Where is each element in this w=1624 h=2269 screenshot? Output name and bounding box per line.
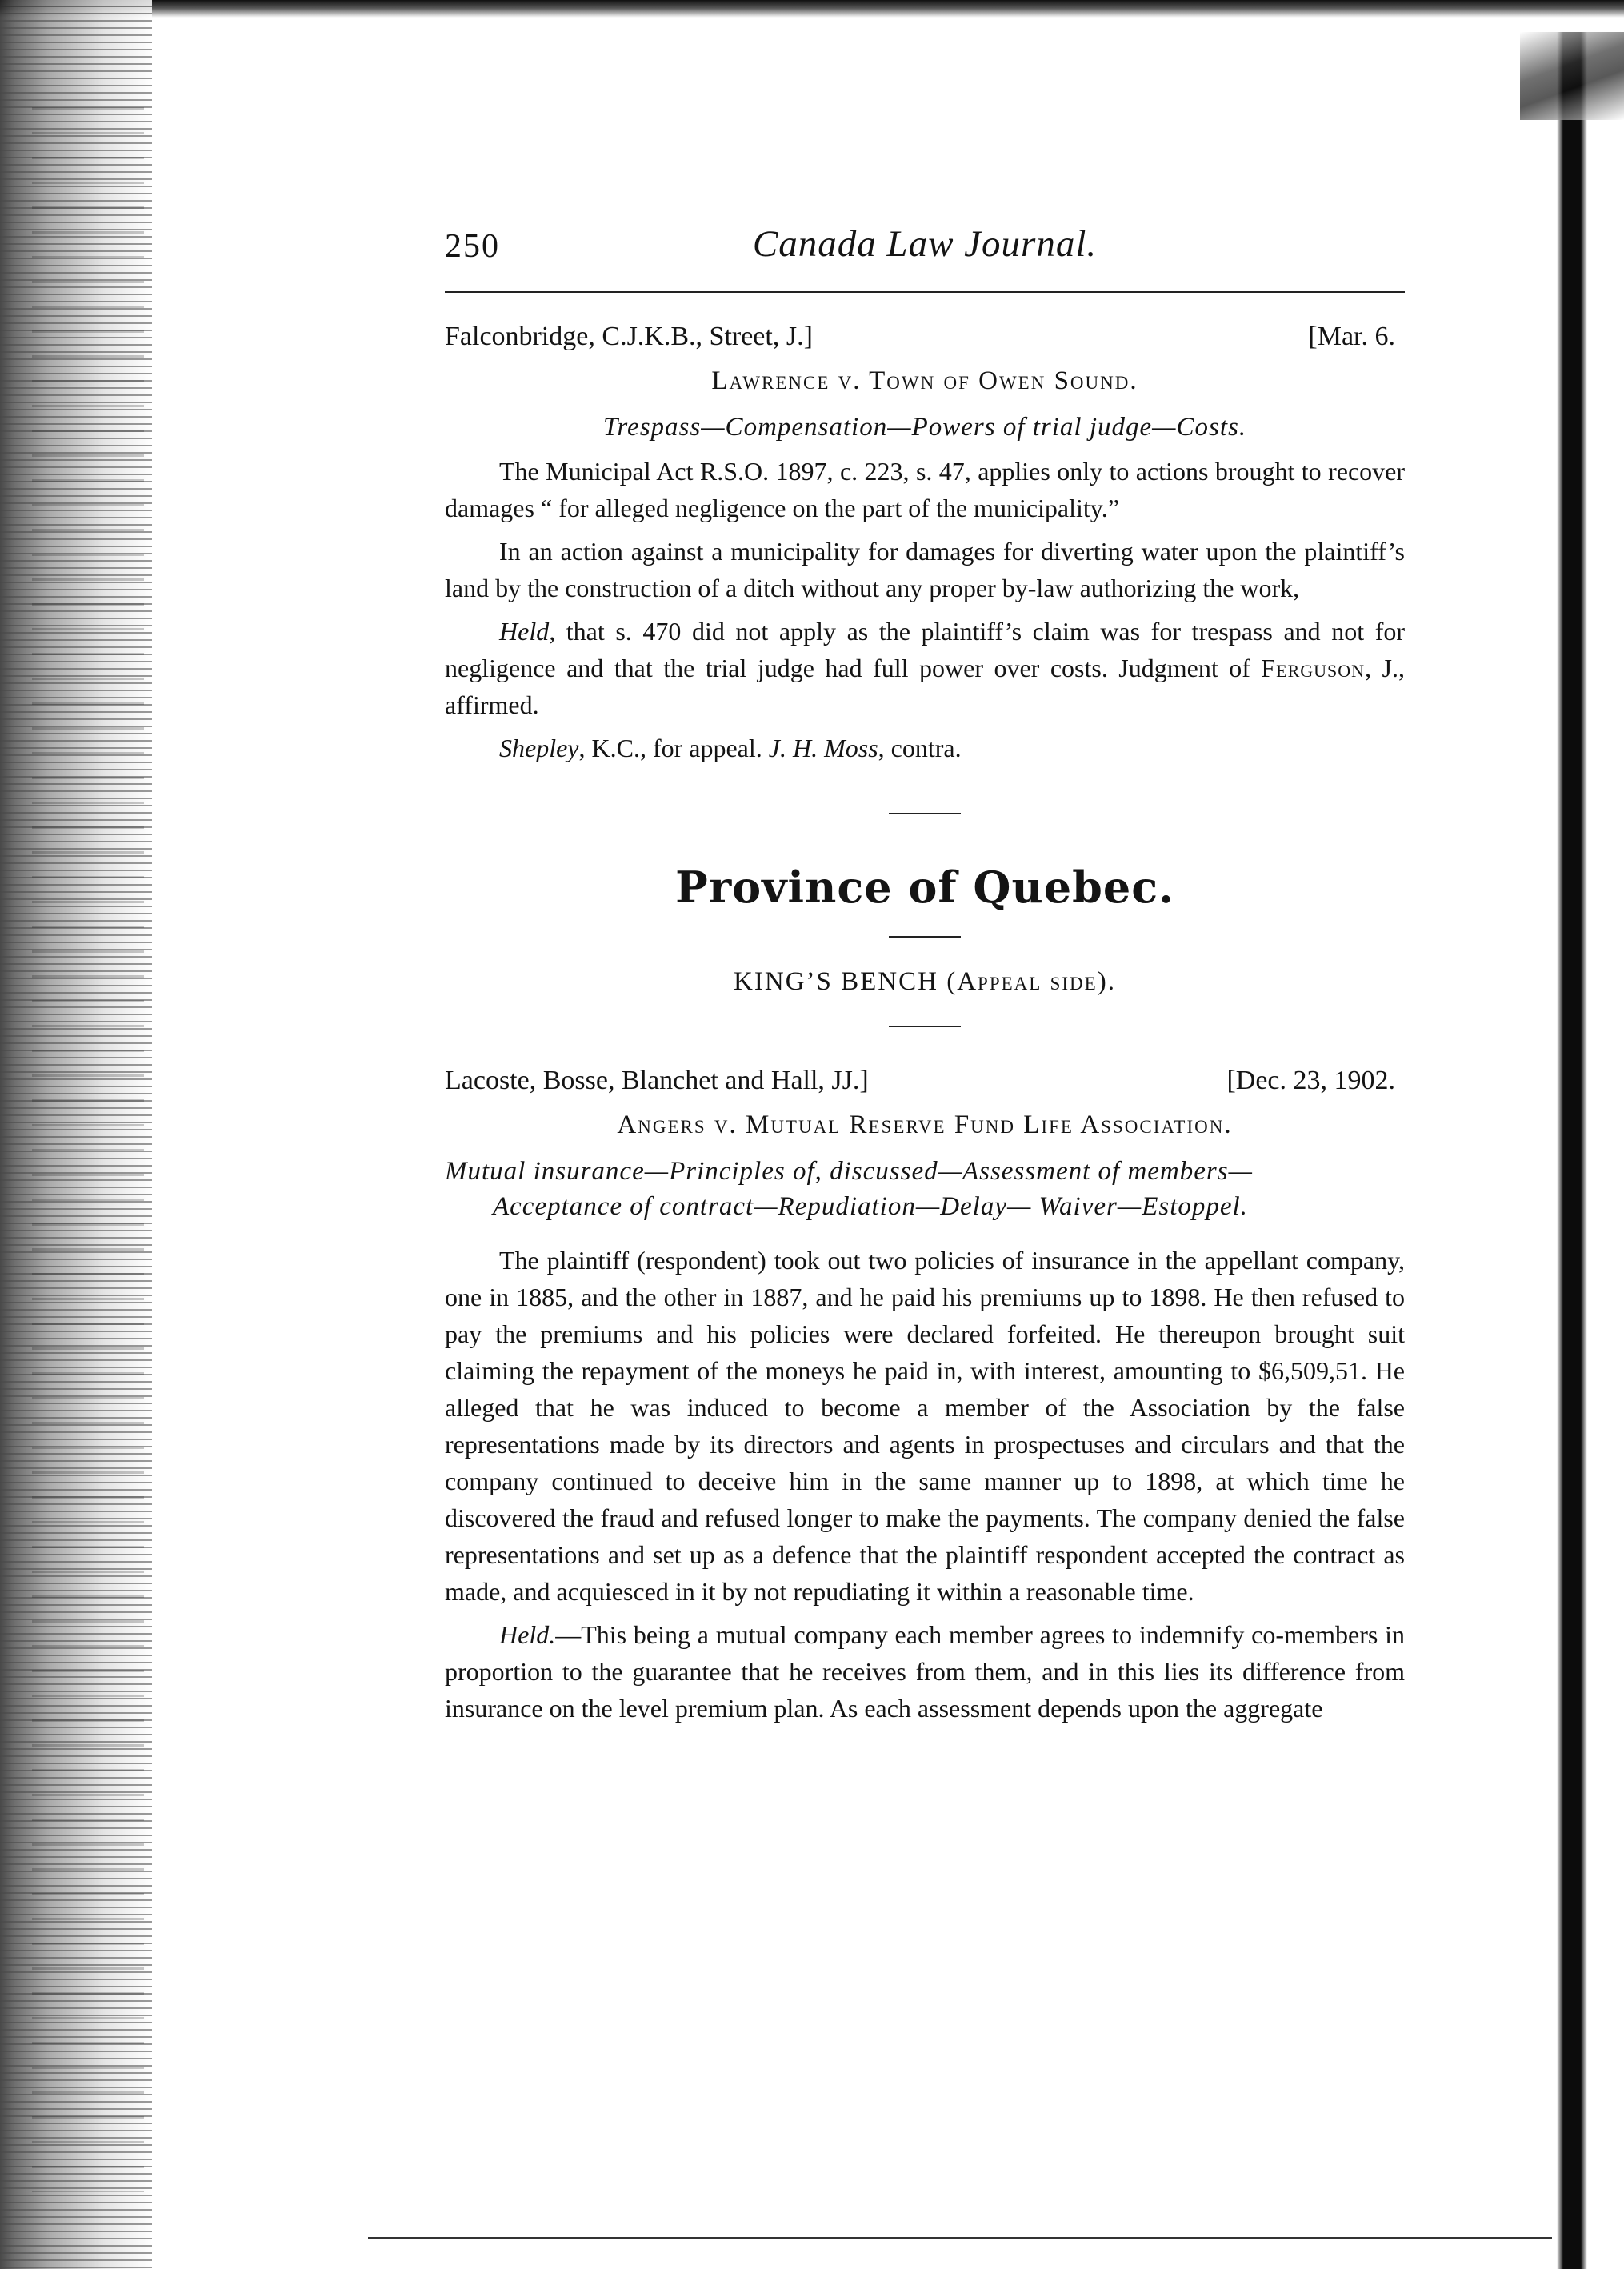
held-label: Held, — [499, 617, 556, 646]
case1-held-end: , J., affirmed. — [445, 654, 1405, 719]
case2-date: [Dec. 23, 1902. — [1226, 1066, 1395, 1095]
section-divider — [889, 813, 961, 814]
scan-bottom-line — [368, 2237, 1552, 2239]
case2-held-label: Held. — [499, 1620, 556, 1649]
province-heading: Province of Quebec. — [675, 862, 1174, 913]
scan-binding-marks — [32, 96, 144, 2192]
case2-paragraph-2 — [445, 1616, 1405, 1727]
page-number: 250 — [445, 228, 500, 265]
header-rule — [445, 291, 1405, 293]
case2-headnote-line1: Mutual insurance—Principles of, discussed—Assessment of members— — [445, 1157, 1253, 1186]
case1-paragraph-1: The Municipal Act R.S.O. 1897, c. 223, s. 47, applies only to actions brought to recover damages “ for alleged negligence on the part of the municipality.” — [445, 457, 1405, 522]
case1-title: Lawrence v. Town of Owen Sound. — [711, 366, 1138, 395]
case2-held-text: —This being a mutual company each member agrees to indemnify co-members in proportion to the guarantee that he receives from them, and in this lies its difference from insurance on the level premium plan. As each assessment depends upon the aggregate — [445, 1620, 1405, 1723]
court-heading — [445, 962, 1405, 1002]
case1-bench-line — [445, 317, 1405, 357]
running-head — [445, 216, 1405, 275]
counsel-appellant-role: , K.C., for appeal. — [578, 734, 769, 762]
case2-headnote — [445, 1154, 1405, 1224]
scan-edge-top — [0, 0, 1624, 18]
case1-headnote: Trespass—Compensation—Powers of trial judge—Costs. — [602, 413, 1247, 442]
case1-judges: Falconbridge, C.J.K.B., Street, J.] — [445, 322, 813, 351]
counsel-respondent: J. H. Moss — [768, 734, 878, 762]
court-close: ). — [1097, 967, 1116, 996]
counsel-respondent-role: , contra. — [878, 734, 962, 762]
case1-counsel — [445, 730, 1405, 766]
journal-title: Canada Law Journal. — [752, 223, 1098, 265]
court-main: KING’S BENCH ( — [734, 967, 958, 996]
case2-title: Angers v. Mutual Reserve Fund Life Association. — [617, 1110, 1233, 1139]
counsel-appellant: Shepley — [499, 734, 579, 762]
case1-held-text: that s. 470 did not apply as the plaintiff’s claim was for trespass and not for negligence and that the trial judge had full power over costs. Judgment of — [445, 617, 1405, 682]
case1-date: [Mar. 6. — [1308, 322, 1395, 351]
court-sub: Appeal side — [957, 967, 1098, 996]
case2-judges: Lacoste, Bosse, Blanchet and Hall, JJ.] — [445, 1066, 869, 1095]
journal-page — [445, 216, 1405, 1727]
case2-paragraph-1: The plaintiff (respondent) took out two policies of insurance in the appellant company, one in 1885, and the other in 1887, and he paid his premiums up to 1898. He then refused to pay the premiums and his policies were declared forfeited. He thereupon brought suit claiming the repayment of the moneys he paid in, with interest, amounting to $6,509,51. He alleged that he was induced to become a member of the Association by the false representations made by its directors and agents in prospectuses and circulars and that the company continued to deceive him in the same manner up to 1898, at which time he discovered the fraud and refused longer to make the payments. The company denied the false representations and set up as a defence that the plaintiff respondent accepted the contract as made, and acquiesced in it by not repudiating it within a reasonable time. — [445, 1246, 1405, 1606]
case1-paragraph-2: In an action against a municipality for damages for diverting water upon the plaintiff’s land by the construction of a ditch without any proper by-law authorizing the work, — [445, 537, 1405, 602]
trial-judge-name: Ferguson — [1261, 654, 1366, 682]
case2-headnote-line2: Acceptance of contract—Repudiation—Delay— Waiver—Estoppel. — [493, 1192, 1248, 1221]
case2-bench-line — [445, 1061, 1405, 1101]
scan-edge-right — [1536, 32, 1624, 2269]
scan-corner-shadow — [1520, 32, 1624, 120]
case1-paragraph-3 — [445, 613, 1405, 723]
